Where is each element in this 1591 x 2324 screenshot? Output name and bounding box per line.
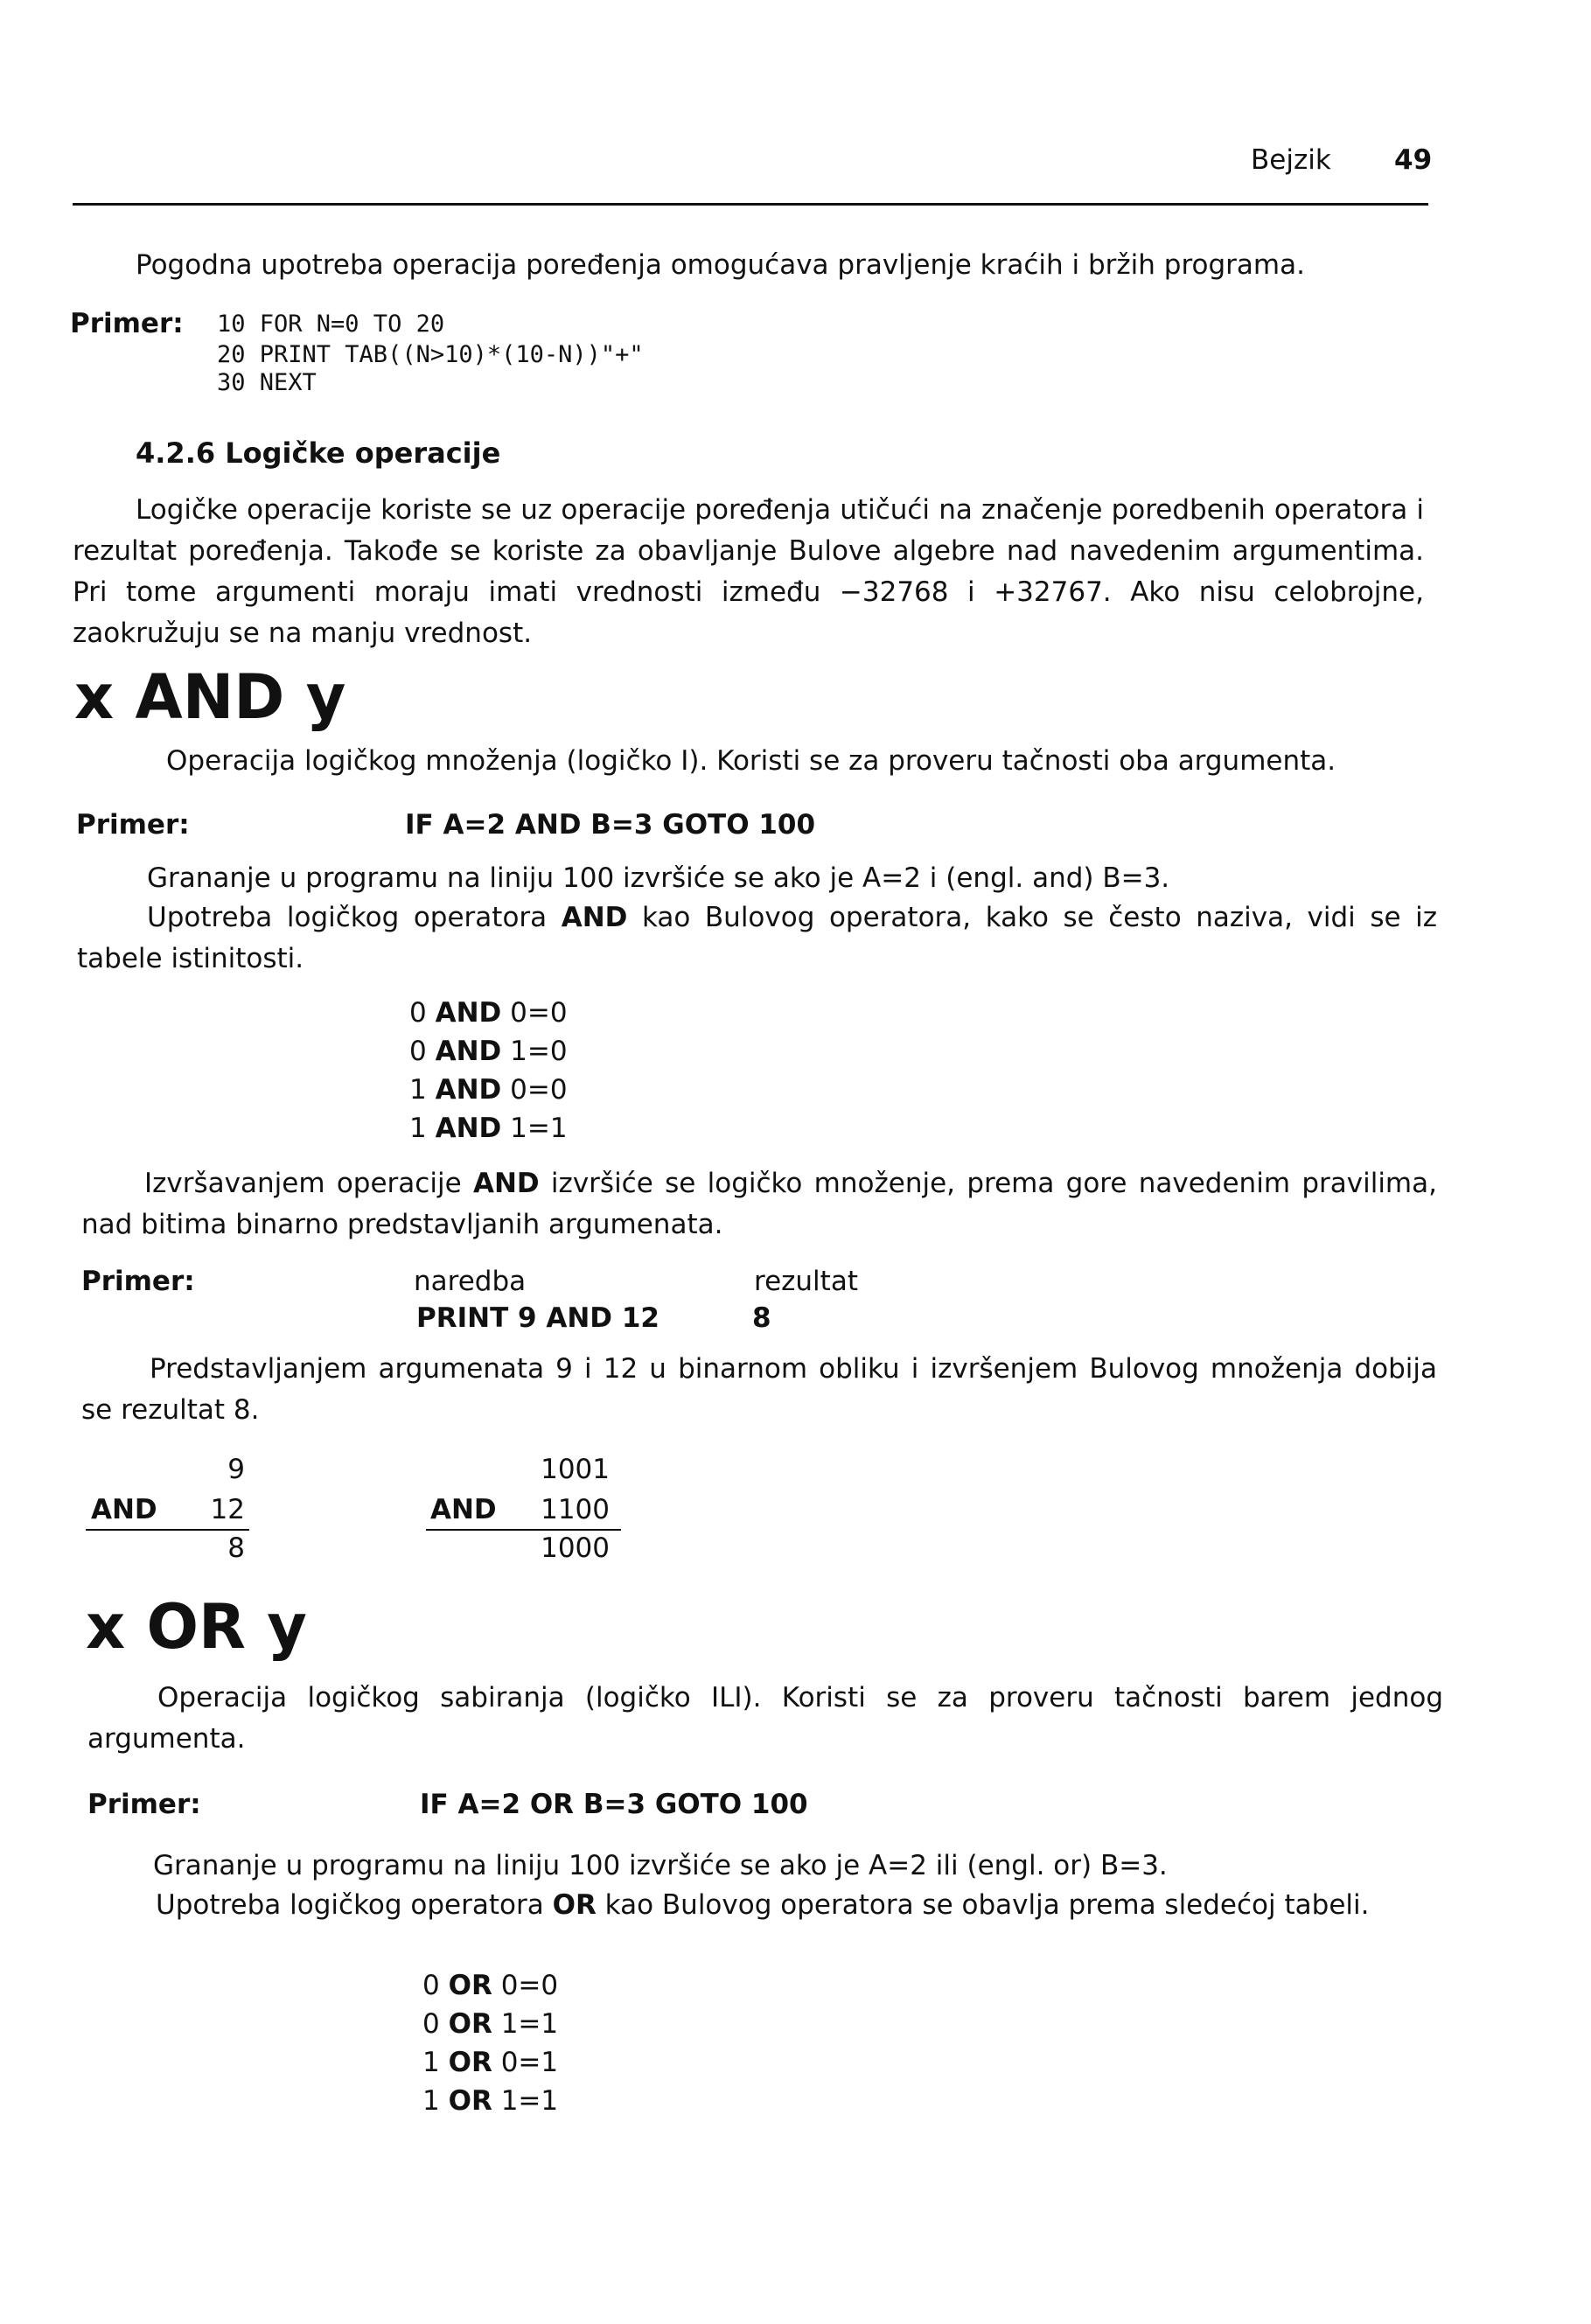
binary-explanation: Predstavljanjem argumenata 9 i 12 u binarnom obliku i izvršenjem Bulovog množenja dobija se rezultat 8. <box>81 1353 1437 1426</box>
section-heading: 4.2.6 Logičke operacije <box>136 436 501 470</box>
or-title: x OR y <box>86 1591 307 1663</box>
binary-operand-2: 1100 <box>541 1494 610 1525</box>
intro-sentence: Pogodna upotreba operacija poređenja omogućava pravljenje kraćih i bržih programa. <box>136 249 1305 281</box>
example-code: IF A=2 OR B=3 GOTO 100 <box>420 1789 808 1820</box>
running-title: Bejzik <box>1251 144 1331 176</box>
truth-table-row: 0 OR 1=1 <box>422 2008 559 2040</box>
truth-table-row: 1 OR 1=1 <box>422 2085 559 2117</box>
example-label: Primer: <box>70 308 184 339</box>
statement-code: PRINT 9 AND 12 <box>416 1302 659 1334</box>
column-result: rezultat <box>754 1266 858 1297</box>
decimal-result: 8 <box>227 1532 245 1564</box>
statement-result: 8 <box>752 1302 771 1334</box>
section-paragraph: Logičke operacije koriste se uz operacije poređenja utičući na značenje poredbenih operatora i rezultat poređenja. Takođe se koriste za obavljanje Bulove algebre nad navedenim argumentima. Pri tome argumenti moraju imati vrednosti između −32768 i +32767. Ako nisu celobrojne, zaokružuju se na manju vrednost. <box>73 494 1424 649</box>
decimal-operator: AND <box>91 1494 157 1525</box>
binary-sum-rule <box>426 1529 621 1531</box>
example-code: IF A=2 AND B=3 GOTO 100 <box>405 809 816 841</box>
or-description: Operacija logičkog sabiranja (logičko ILI). Koristi se za proveru tačnosti barem jednog argumenta. <box>87 1682 1443 1755</box>
and-explanation-2: Upotreba logičkog operatora AND kao Bulovog operatora, kako se često naziva, vidi se iz tabele istinitosti. <box>77 902 1438 974</box>
decimal-sum-rule <box>86 1529 249 1531</box>
column-statement: naredba <box>414 1266 527 1297</box>
code-line: 20 PRINT TAB((N>10)*(10-N))"+" <box>217 341 644 368</box>
binary-operator: AND <box>430 1494 497 1525</box>
code-line: 30 NEXT <box>217 369 317 396</box>
page-number: 49 <box>1394 144 1433 176</box>
decimal-operand-2: 12 <box>210 1494 245 1525</box>
code-line: 10 FOR N=0 TO 20 <box>217 311 445 338</box>
and-title: x AND y <box>74 661 346 733</box>
example-label: Primer: <box>87 1789 201 1820</box>
and-description: Operacija logičkog množenja (logičko I). Koristi se za proveru tačnosti oba argumenta. <box>166 745 1336 777</box>
truth-table-row: 1 AND 0=0 <box>409 1074 568 1106</box>
truth-table-row: 0 OR 0=0 <box>422 1970 559 2001</box>
truth-table-row: 1 AND 1=1 <box>409 1113 568 1144</box>
example-label: Primer: <box>76 809 190 841</box>
bitwise-explanation: Izvršavanjem operacije AND izvršiće se logičko množenje, prema gore navedenim pravilima, nad bitima binarno predstavljanih argumenata. <box>81 1168 1437 1240</box>
binary-result: 1000 <box>541 1532 610 1564</box>
truth-table-row: 0 AND 1=0 <box>409 1036 568 1067</box>
header-rule <box>73 203 1428 206</box>
decimal-operand-1: 9 <box>227 1454 245 1485</box>
truth-table-row: 0 AND 0=0 <box>409 997 568 1029</box>
and-explanation: Grananje u programu na liniju 100 izvršiće se ako je A=2 i (engl. and) B=3. <box>147 862 1170 894</box>
example-label: Primer: <box>81 1266 195 1297</box>
binary-operand-1: 1001 <box>541 1454 610 1485</box>
or-explanation: Grananje u programu na liniju 100 izvršiće se ako je A=2 ili (engl. or) B=3. <box>153 1850 1168 1881</box>
truth-table-row: 1 OR 0=1 <box>422 2047 559 2078</box>
or-explanation-2: Upotreba logičkog operatora OR kao Bulovog operatora se obavlja prema sledećoj tabeli. <box>156 1889 1370 1921</box>
